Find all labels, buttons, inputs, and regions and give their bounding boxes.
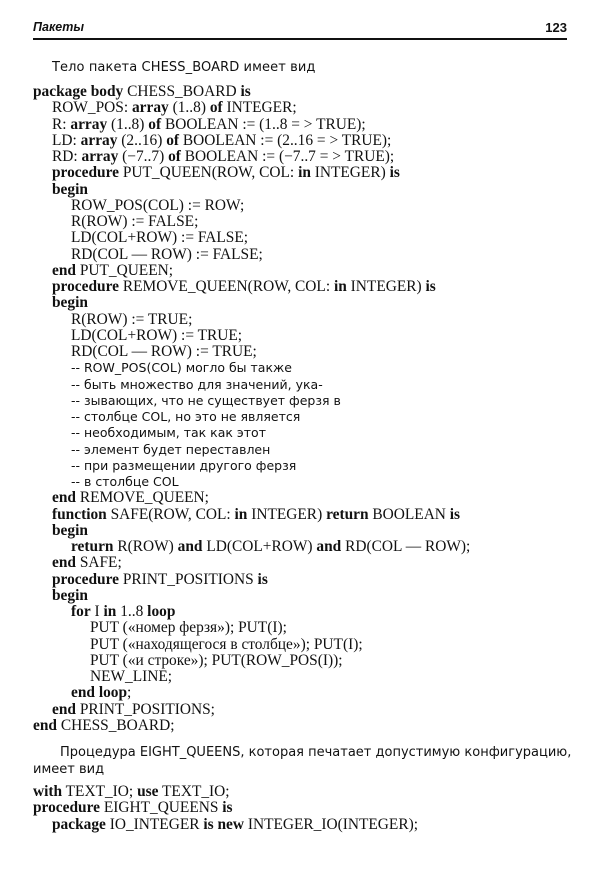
code-line: begin (52, 294, 88, 312)
code-line: -- при размещении другого ферзя (71, 457, 297, 473)
code-line: procedure REMOVE_QUEEN(ROW, COL: in INTEGER) is (52, 278, 436, 295)
code-line: -- необходимым, так как этот (71, 425, 266, 441)
code-line: package body CHESS_BOARD is (33, 83, 251, 100)
chapter-title: Пакеты (33, 20, 85, 34)
code-line: R: array (1..8) of BOOLEAN := (1..8 = > TRUE); (52, 115, 366, 133)
code-line: R(ROW) := TRUE; (71, 310, 193, 328)
intro-text: Тело пакета CHESS_BOARD имеет вид (52, 60, 316, 75)
code-line: PUT («и строке»); PUT(ROW_POS(I)); (90, 651, 343, 669)
code-line: function SAFE(ROW, COL: in INTEGER) return BOOLEAN is (52, 505, 461, 523)
code-line: RD: array (−7..7) of BOOLEAN := (−7..7 = > TRUE); (52, 148, 395, 165)
code-line: end SAFE; (52, 554, 122, 572)
code-line: LD(COL+ROW) := TRUE; (71, 326, 243, 344)
code-listing-eight-queens (33, 784, 418, 833)
code-line: with TEXT_IO; use TEXT_IO; (33, 783, 230, 800)
code-line: RD(COL — ROW) := TRUE; (71, 343, 257, 360)
code-line: end loop; (71, 684, 132, 702)
code-line: -- быть множество для значений, ука- (71, 376, 323, 392)
code-line: -- ROW_POS(COL) могло бы также (71, 360, 292, 376)
paragraph-line: Процедура EIGHT_QUEENS, которая печатает допустимую конфигурацию, (60, 745, 572, 760)
code-line: PUT («номер ферзя»); PUT(I); (90, 619, 287, 637)
code-line: procedure PUT_QUEEN(ROW, COL: in INTEGER) is (52, 164, 400, 182)
code-line: -- в столбце COL (71, 474, 179, 489)
code-line: LD(COL+ROW) := FALSE; (71, 229, 249, 247)
code-line: -- столбце COL, но это не является (71, 409, 301, 424)
code-line: begin (52, 586, 88, 604)
code-line: begin (52, 521, 88, 539)
code-line: ROW_POS(COL) := ROW; (71, 196, 245, 214)
code-line: for I in 1..8 loop (71, 603, 176, 620)
paragraph-eight-queens (33, 744, 572, 778)
code-line: PUT («находящегося в столбце»); PUT(I); (90, 635, 363, 653)
page-number: 123 (545, 20, 567, 35)
code-line: -- элемент будет переставлен (71, 441, 271, 457)
code-line: begin (52, 180, 88, 198)
code-line: -- зывающих, что не существует ферзя в (71, 392, 341, 408)
code-line: ROW_POS: array (1..8) of INTEGER; (52, 99, 297, 117)
paragraph-line: имеет вид (33, 762, 105, 777)
code-line: procedure PRINT_POSITIONS is (52, 570, 268, 588)
code-line: LD: array (2..16) of BOOLEAN := (2..16 = > TRUE); (52, 131, 392, 149)
code-line: end CHESS_BOARD; (33, 716, 175, 734)
code-line: NEW_LINE; (90, 668, 173, 685)
code-line: R(ROW) := FALSE; (71, 213, 199, 230)
code-line: end REMOVE_QUEEN; (52, 489, 209, 507)
running-header (33, 20, 567, 40)
code-line: package IO_INTEGER is new INTEGER_IO(INTEGER); (52, 815, 419, 833)
code-line: end PRINT_POSITIONS; (52, 700, 215, 718)
code-line: end PUT_QUEEN; (52, 261, 174, 279)
code-line: RD(COL — ROW) := FALSE; (71, 245, 263, 263)
code-listing-chess-board (33, 84, 470, 734)
code-line: return R(ROW) and LD(COL+ROW) and RD(COL — ROW); (71, 538, 471, 555)
code-line: procedure EIGHT_QUEENS is (33, 799, 233, 817)
